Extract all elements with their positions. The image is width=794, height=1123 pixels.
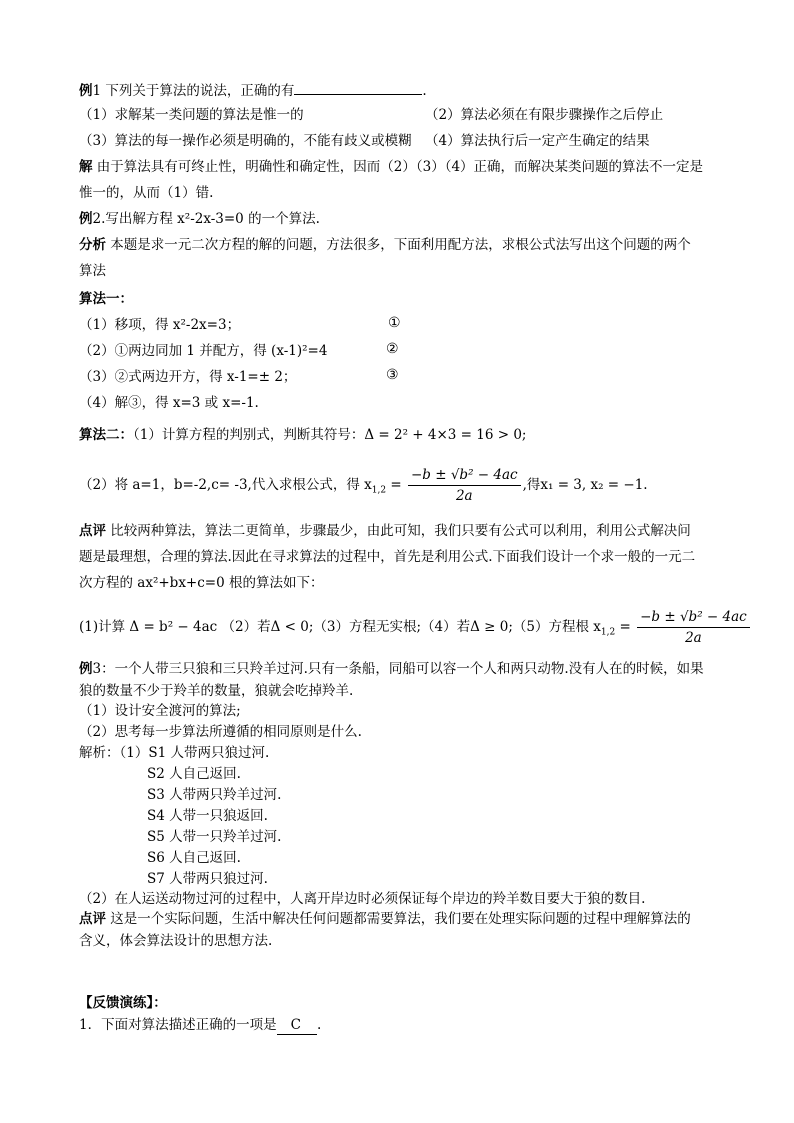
algorithm-1-heading: 算法一： (79, 291, 133, 307)
comment-1-line-2: 题是最理想，合理的算法.因此在寻求算法的过程中，首先是利用公式.下面我们设计一个求一般的一元二 (79, 549, 696, 565)
ex2-analysis-line-2: 算法 (79, 263, 106, 279)
circled-mark-2: ② (386, 341, 399, 357)
ex1-option-2: （2）算法必须在有限步骤操作之后停止 (425, 107, 664, 123)
feedback-heading: 【反馈演练】： (79, 995, 167, 1011)
ex3-step: S7 人带两只狼过河. (147, 871, 268, 887)
ex3-step: S4 人带一只狼返回. (147, 808, 268, 824)
ex3-line-2: 狼的数量不少于羚羊的数量，狼就会吃掉羚羊. (79, 683, 354, 699)
answer-blank (294, 80, 422, 95)
ex2-analysis-line-1: 分析 本题是求一元二次方程的解的问题，方法很多，下面利用配方法，求根公式法写出这个问题的两个 (79, 237, 691, 253)
ex3-title: 例3：一个人带三只狼和三只羚羊过河.只有一条船，同船可以容一个人和两只动物.没有人在的时候，如果 (79, 661, 704, 677)
ex1-solution-line-2: 惟一的，从而（1）错. (79, 185, 214, 201)
quadratic-formula: $\frac{\text{−b ± √b² − 4ac}}{2a}$ (408, 466, 521, 505)
ex3-step: S6 人自己返回. (147, 850, 241, 866)
feedback-question-1: 1．下面对算法描述正确的一项是 C . (79, 1017, 322, 1033)
ex3-question-2: （2）思考每一步算法所遵循的相同原则是什么. (79, 724, 362, 740)
circled-mark-3: ③ (386, 367, 399, 383)
ex3-part-2: （2）在人运送动物过河的过程中，人离开岸边时必须保证每个岸边的羚羊数目要大于狼的数目. (79, 891, 646, 907)
comment-2-line-1: 点评 这是一个实际问题，生活中解决任何问题都需要算法，我们要在处理实际问题的过程中理解算法的 (79, 911, 691, 927)
ex1-title-text: 1 下列关于算法的说法，正确的有 (92, 83, 295, 99)
algorithm-2-line-1: 算法二：（1）计算方程的判别式，判断其符号：Δ = 2² + 4×3 = 16 > 0; (79, 427, 527, 443)
ex1-solution-line-1: 解 由于算法具有可终止性，明确性和确定性，因而（2）（3）（4）正确，而解决某类问题的算法不一定是 (79, 159, 704, 175)
comment-1-line-1: 点评 比较两种算法，算法二更简单，步骤最少，由此可知，我们只要有公式可以利用，利用公式解决问 (79, 523, 691, 539)
ex1-option-1: （1）求解某一类问题的算法是惟一的 (79, 107, 304, 123)
ex2-title: 例2.写出解方程 x²-2x-3=0 的一个算法. (79, 211, 320, 227)
feedback-answer: C (277, 1016, 317, 1035)
algorithm-1-step-2: （2）①两边同加 1 并配方，得 (x-1)²=4 (79, 343, 328, 359)
ex3-step: S2 人自己返回. (147, 766, 241, 782)
general-algorithm-line: (1)计算 Δ = b² − 4ac （2）若Δ < 0;（3）方程无实根;（4）若Δ ≥ 0;（5）方程根 $x_{1,2}$ = $\frac{\text{−b ± √b² − 4ac}}{2a}$ (79, 608, 752, 647)
comment-1-line-3: 次方程的 ax²+bx+c=0 根的算法如下： (79, 575, 324, 591)
ex3-question-1: （1）设计安全渡河的算法; (79, 703, 241, 719)
ex3-step: S3 人带两只羚羊过河. (147, 787, 282, 803)
general-quadratic-formula: $\frac{\text{−b ± √b² − 4ac}}{2a}$ (637, 608, 750, 647)
ex3-step: S5 人带一只羚羊过河. (147, 829, 282, 845)
algorithm-2-line-2: （2）将 a=1，b=-2,c= -3,代入求根公式，得 $x_{1,2}$ = $\frac{\text{−b ± √b² − 4ac}}{2a}$ ,得x₁ = 3, x₂ = −1. (79, 467, 648, 504)
algorithm-1-step-4: （4）解③，得 x=3 或 x=-1. (79, 395, 259, 411)
circled-mark-1: ① (388, 315, 401, 331)
ex1-option-4: （4）算法执行后一定产生确定的结果 (425, 133, 650, 149)
ex1-option-3: （3）算法的每一操作必须是明确的，不能有歧义或模糊 (79, 133, 412, 149)
ex3-solution-step-1: 解析：（1）S1 人带两只狼过河. (79, 745, 270, 761)
ex1-title: 例1 下列关于算法的说法，正确的有 . (79, 80, 427, 100)
comment-2-line-2: 含义，体会算法设计的思想方法. (79, 933, 273, 949)
algorithm-1-step-1: （1）移项，得 x²-2x=3； (79, 317, 241, 333)
algorithm-1-step-3: （3）②式两边开方，得 x-1=± 2； (79, 369, 297, 385)
